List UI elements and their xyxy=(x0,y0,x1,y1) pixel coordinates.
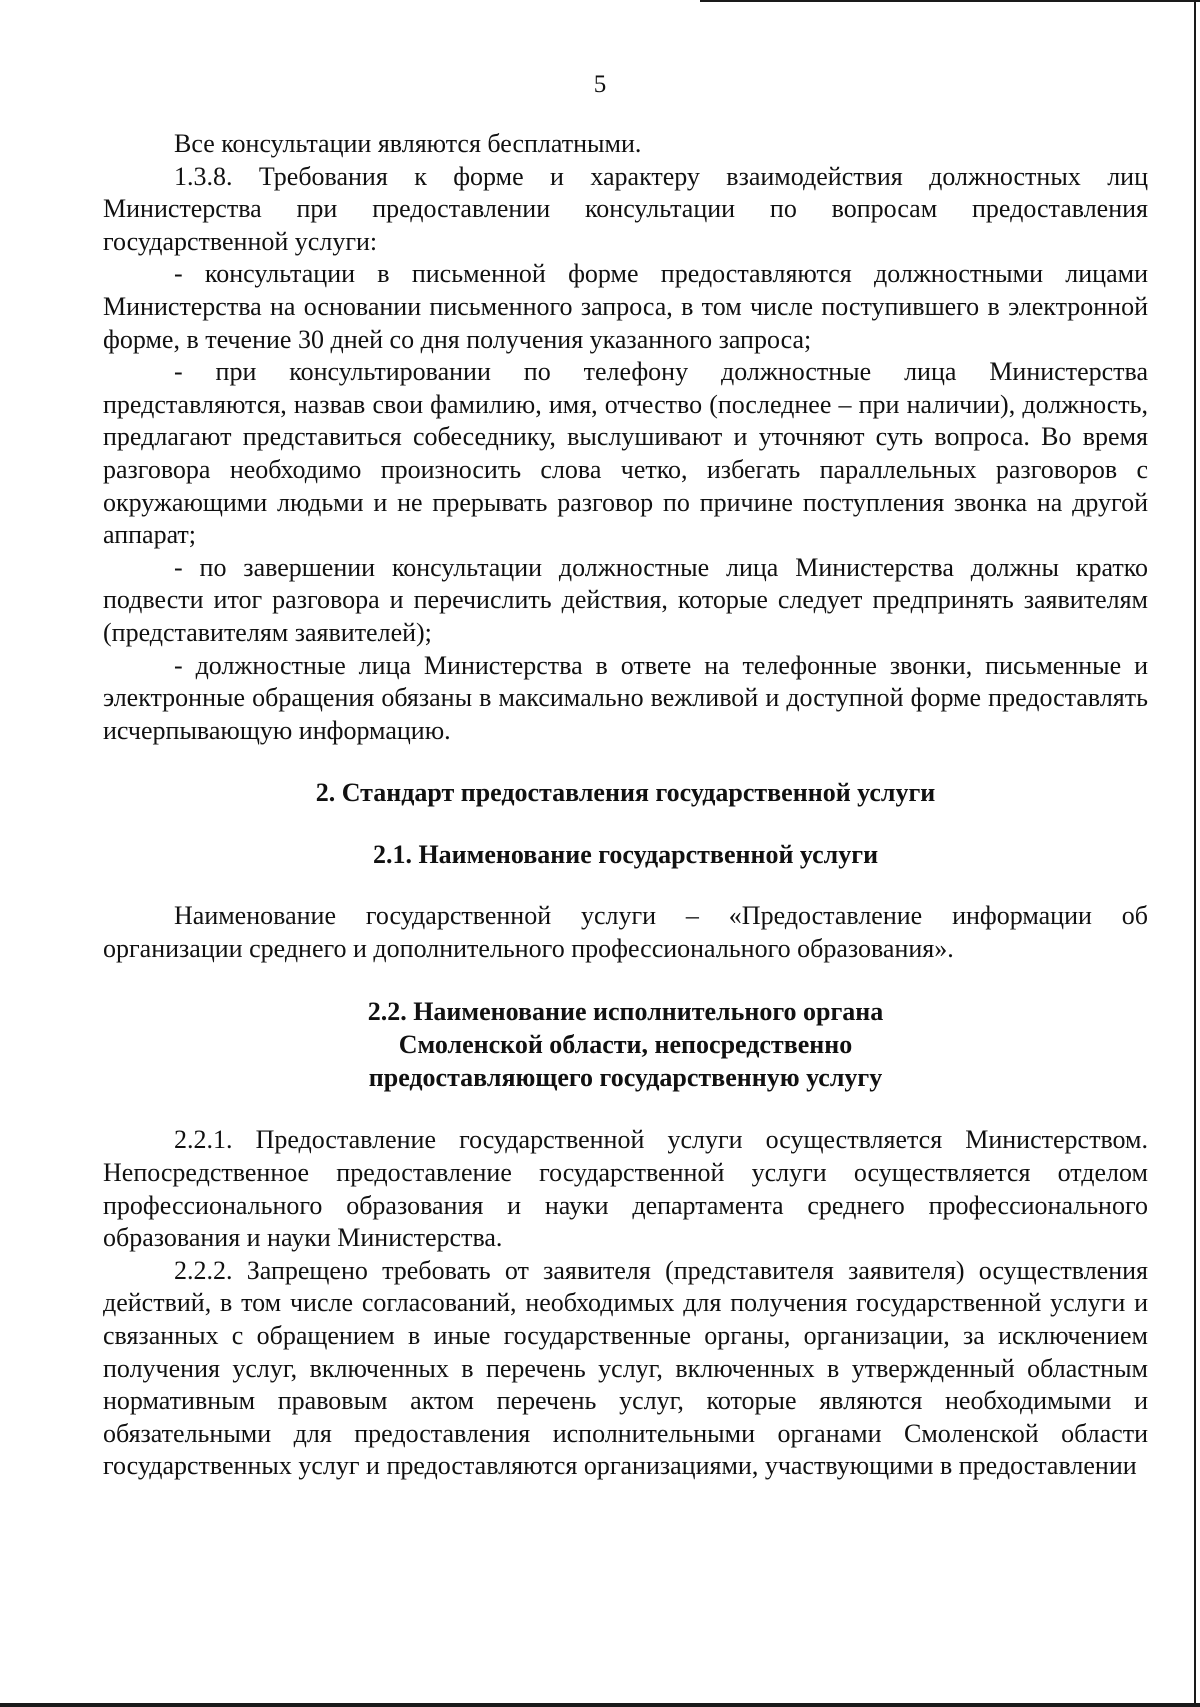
section-2-2-heading-line-3: предоставляющего государственную услугу xyxy=(368,1063,883,1093)
section-2-heading: 2. Стандарт предоставления государственной услуги xyxy=(315,778,936,808)
section-2-2-heading xyxy=(103,995,1148,1094)
paragraph-consultations-free: Все консультации являются бесплатными. xyxy=(174,129,642,158)
paragraph-phone-consultations: - при консультировании по телефону должностные лица Министерства представляются, назвав свои фамилию, имя, отчество (последнее – при наличии), должность, предлагают представиться собеседнику, выслушивают и уточняют суть вопроса. Во время разговора необходимо произносить слова четко, избегать параллельных разговоров с окружающими людьми и не прерывать разговор по причине поступления звонка на другой аппарат; xyxy=(103,357,1148,550)
scan-edge-bottom xyxy=(0,1703,1200,1707)
scan-edge-top xyxy=(700,0,1200,2)
paragraph-consultation-completion: - по завершении консультации должностные лица Министерства должны кратко подвести итог разговора и перечислить действия, которые следует предпринять заявителям (представителям заявителей); xyxy=(103,552,1148,647)
paragraph-2-2-1: 2.2.1. Предоставление государственной услуги осуществляется Министерством. Непосредственное предоставление государственной услуги осуществляется отделом профессионального образования и науки департамента среднего профессионального образования и науки Министерства. xyxy=(103,1125,1148,1253)
paragraph-official-responses: - должностные лица Министерства в ответе на телефонные звонки, письменные и электронные обращения обязаны в максимально вежливой и доступной форме предоставлять исчерпывающую информацию. xyxy=(103,650,1148,745)
paragraph-written-consultations: - консультации в письменной форме предоставляются должностными лицами Министерства на основании письменного запроса, в том числе поступившего в электронной форме, в течение 30 дней со дня получения указанного запроса; xyxy=(103,259,1148,354)
document-body xyxy=(103,128,1148,1483)
section-2-2-heading-line-2: Смоленской области, непосредственно xyxy=(398,1030,853,1060)
scan-edge-right xyxy=(1194,0,1196,1707)
section-2-1-heading: 2.1. Наименование государственной услуги xyxy=(372,840,879,870)
paragraph-2-2-2: 2.2.2. Запрещено требовать от заявителя (представителя заявителя) осуществления действий, в том числе согласований, необходимых для получения государственной услуги и связанных с обращением в иные государственные органы, организации, за исключением получения услуг, включенных в перечень услуг, включенных в утвержденный областным нормативным правовым актом перечень услуг, которые являются необходимыми и обязательными для предоставления исполнительными органами Смоленской области государственных услуг и предоставляются организациями, участвующими в предоставлении xyxy=(103,1255,1148,1481)
paragraph-service-name: Наименование государственной услуги – «Предоставление информации об организации среднего и дополнительного профессионального образования». xyxy=(103,901,1148,963)
section-2-2-heading-line-1: 2.2. Наименование исполнительного органа xyxy=(367,997,884,1027)
paragraph-1-3-8: 1.3.8. Требования к форме и характеру взаимодействия должностных лиц Министерства при предоставлении консультации по вопросам предоставления государственной услуги: xyxy=(103,161,1148,256)
page-number: 5 xyxy=(593,71,607,98)
